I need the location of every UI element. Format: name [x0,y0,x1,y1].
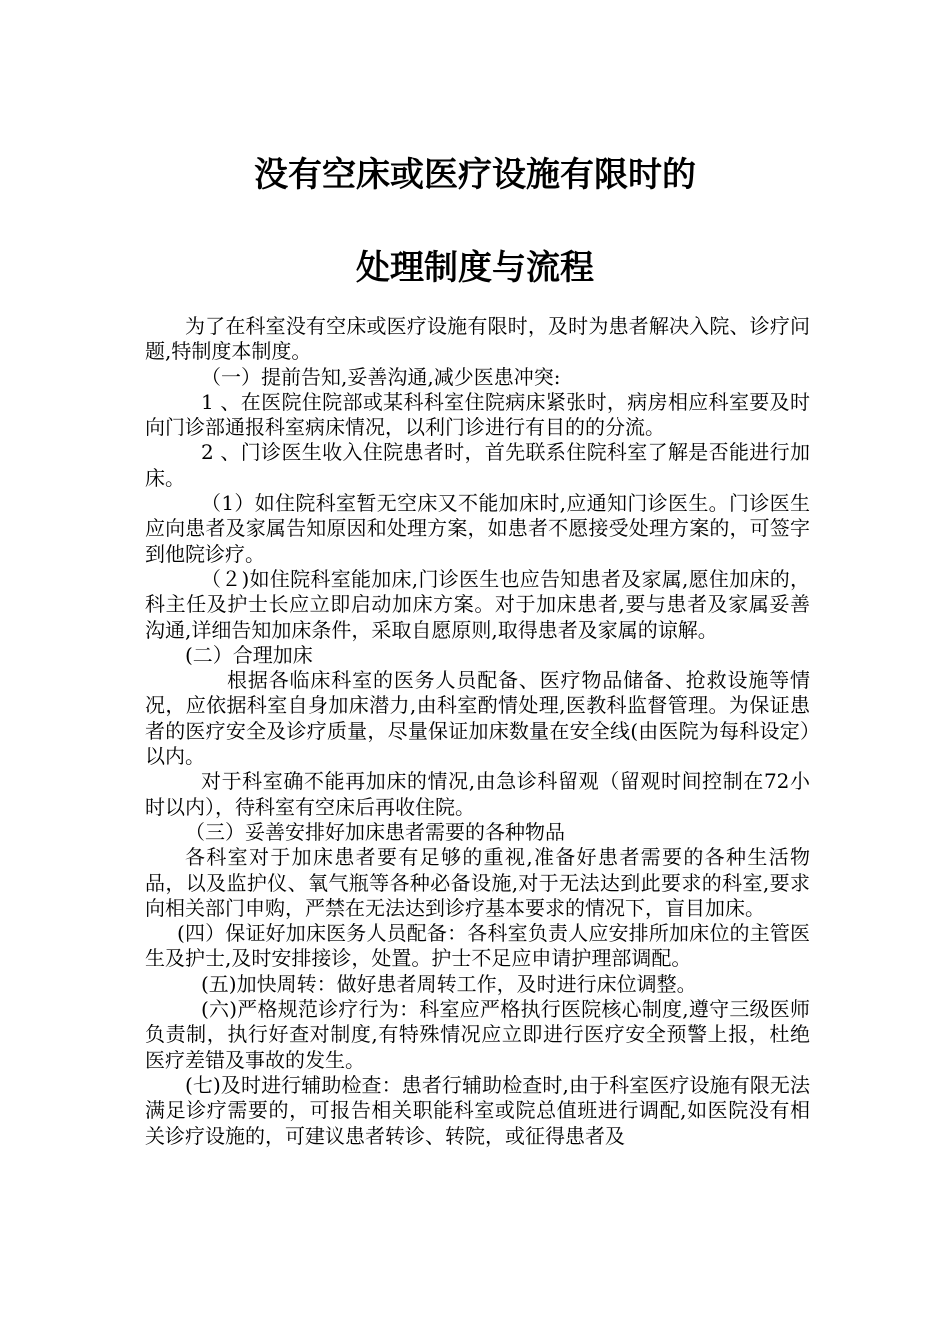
paragraph-section-7: (七)及时进行辅助检查：患者行辅助检查时,由于科室医疗设施有限无法满足诊疗需要的，可报告相关职能科室或院总值班进行调配,如医院没有相关诊疗设施的，可建议患者转诊、转院，或征得患者及 [145,1072,810,1148]
paragraph-section-2: 根据各临床科室的医务人员配备、医疗物品储备、抢救设施等情况，应依据科室自身加床潜力,由科室酌情处理,医教科监督管理。为保证患者的医疗安全及诊疗质量，尽量保证加床数量在安全线(由医院为每科设定）以内。 [145,668,810,769]
paragraph-section-3: 各科室对于加床患者要有足够的重视,准备好患者需要的各种生活物品，以及监护仪、氧气瓶等各种必备设施,对于无法达到此要求的科室,要求向相关部门申购，严禁在无法达到诊疗基本要求的情况下，盲目加床。 [145,845,810,920]
paragraph-intro: 为了在科室没有空床或医疗设施有限时，及时为患者解决入院、诊疗问题,特制度本制度。 [145,314,810,364]
document-title-line-1: 没有空床或医疗设施有限时的 [254,155,696,195]
document-title-line-2: 处理制度与流程 [356,248,594,288]
paragraph-section-5: (五)加快周转：做好患者周转工作，及时进行床位调整。 [201,971,697,996]
paragraph-item-2: 2 、门诊医生收入住院患者时，首先联系住院科室了解是否能进行加床。 [145,440,810,490]
section-heading-3: （三）妥善安排好加床患者需要的各种物品 [185,819,565,844]
paragraph-section-2-note: 对于科室确不能再加床的情况,由急诊科留观（留观时间控制在72小时以内），待科室有空床后再收住院。 [145,769,810,819]
paragraph-subitem-2: （２)如住院科室能加床,门诊医生也应告知患者及家属,愿住加床的，科主任及护士长应立即启动加床方案。对于加床患者,要与患者及家属妥善沟通,详细告知加床条件，采取自愿原则,取得患者及家属的谅解。 [145,566,810,642]
document-body [145,314,810,1149]
paragraph-section-6: (六)严格规范诊疗行为：科室应严格执行医院核心制度,遵守三级医师负责制，执行好查对制度,有特殊情况应立即进行医疗安全预警上报，杜绝医疗差错及事故的发生。 [145,997,810,1072]
section-heading-1: （一）提前告知,妥善沟通,减少医患冲突: [201,364,561,389]
paragraph-section-4: (四）保证好加床医务人员配备：各科室负责人应安排所加床位的主管医生及护士,及时安排接诊，处置。护士不足应申请护理部调配。 [145,921,810,971]
paragraph-item-1: 1 、在医院住院部或某科科室住院病床紧张时，病房相应科室要及时向门诊部通报科室病床情况，以利门诊进行有目的的分流。 [145,389,810,440]
paragraph-subitem-1: （1）如住院科室暂无空床又不能加床时,应通知门诊医生。门诊医生应向患者及家属告知原因和处理方案，如患者不愿接受处理方案的，可签字到他院诊疗。 [145,491,810,566]
section-heading-2: (二）合理加床 [185,642,313,667]
